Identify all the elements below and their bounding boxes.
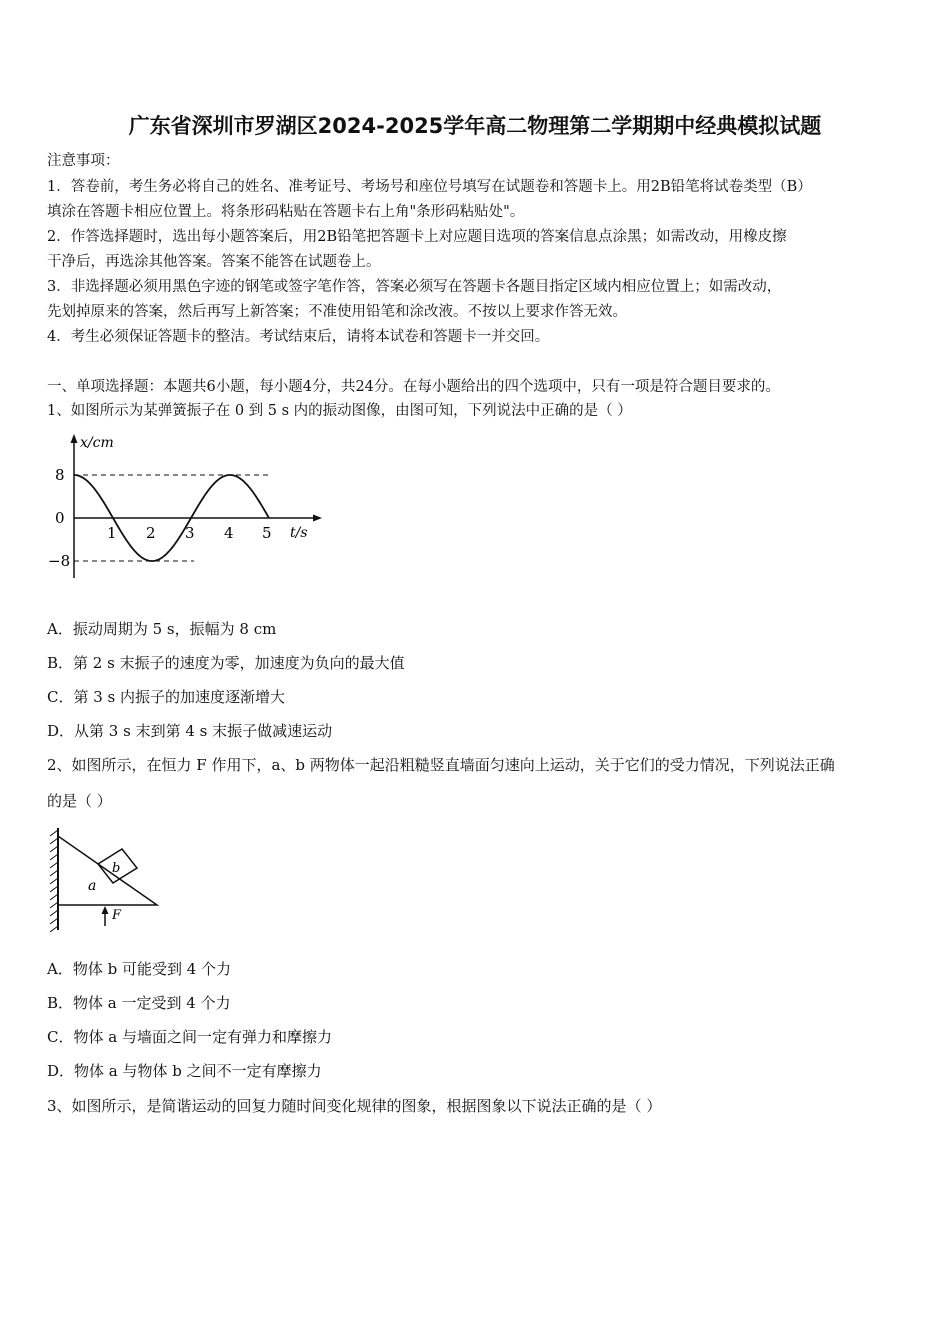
option-b[interactable]: B．物体 a 一定受到 4 个力: [47, 994, 231, 1012]
question-1-stem: 1、如图所示为某弹簧振子在 0 到 5 s 内的振动图像，由图可知，下列说法中正确的是（ ）: [47, 403, 632, 419]
notice-line: 1．答卷前，考生务必将自己的姓名、准考证号、考场号和座位号填写在试题卷和答题卡上。用2B铅笔将试卷类型（B）: [47, 179, 812, 195]
x-tick-label: 2: [146, 524, 156, 542]
notice-heading: 注意事项：: [47, 153, 120, 169]
notice-line: 3．非选择题必须用黑色字迹的钢笔或签字笔作答，答案必须写在答题卡各题目指定区域内相应位置上；如需改动，: [47, 279, 782, 295]
force-label: F: [112, 908, 122, 923]
x-axis-arrow-icon: [313, 515, 322, 522]
x-tick-label: 1: [107, 524, 117, 542]
vibration-graph: [44, 430, 324, 580]
y-axis-label: x/cm: [80, 435, 114, 451]
question-3-stem: 3、如图所示，是简谐运动的回复力随时间变化规律的图象，根据图象以下说法正确的是（ ）: [47, 1097, 662, 1115]
notice-line: 先划掉原来的答案，然后再写上新答案；不准使用铅笔和涂改液。不按以上要求作答无效。: [47, 304, 627, 320]
option-b[interactable]: B．第 2 s 末振子的速度为零，加速度为负向的最大值: [47, 654, 405, 672]
y-axis-arrow-icon: [71, 434, 78, 443]
wall-hatching: [50, 830, 58, 932]
block-b-label: b: [112, 861, 121, 876]
block-a-label: a: [88, 878, 97, 894]
x-axis-label: t/s: [290, 525, 308, 541]
option-d[interactable]: D．从第 3 s 末到第 4 s 末振子做减速运动: [47, 722, 333, 740]
notice-line: 4．考生必须保证答题卡的整洁。考试结束后，请将本试卷和答题卡一并交回。: [47, 329, 550, 345]
y-tick-label: 0: [55, 509, 65, 527]
force-arrow-head-icon: [102, 906, 109, 914]
option-c[interactable]: C．物体 a 与墙面之间一定有弹力和摩擦力: [47, 1028, 332, 1046]
notice-line: 填涂在答题卡相应位置上。将条形码粘贴在答题卡右上角"条形码粘贴处"。: [47, 204, 525, 220]
notice-line: 干净后，再选涂其他答案。答案不能答在试题卷上。: [47, 254, 381, 270]
section-heading: 一、单项选择题：本题共6小题，每小题4分，共24分。在每小题给出的四个选项中，只有一项是符合题目要求的。: [47, 379, 780, 395]
y-tick-label: 8: [55, 466, 65, 484]
x-tick-label: 5: [262, 524, 272, 542]
wall-block-figure: [40, 826, 165, 932]
x-tick-label: 3: [185, 524, 195, 542]
x-tick-label: 4: [224, 524, 234, 542]
y-tick-label: −8: [48, 552, 71, 570]
option-c[interactable]: C．第 3 s 内振子的加速度逐渐增大: [47, 688, 286, 706]
option-d[interactable]: D．物体 a 与物体 b 之间不一定有摩擦力: [47, 1062, 322, 1080]
question-2-stem-continued: 的是（ ）: [47, 792, 112, 810]
option-a[interactable]: A．物体 b 可能受到 4 个力: [47, 960, 232, 978]
question-2-stem: 2、如图所示，在恒力 F 作用下，a、b 两物体一起沿粗糙竖直墙面匀速向上运动，关于它们的受力情况，下列说法正确: [47, 756, 835, 774]
block-a: [58, 836, 157, 905]
notice-line: 2．作答选择题时，选出每小题答案后，用2B铅笔把答题卡上对应题目选项的答案信息点涂黑；如需改动，用橡皮擦: [47, 229, 787, 245]
option-a[interactable]: A．振动周期为 5 s，振幅为 8 cm: [47, 620, 277, 638]
page-title: 广东省深圳市罗湖区2024-2025学年高二物理第二学期期中经典模拟试题: [128, 114, 822, 138]
